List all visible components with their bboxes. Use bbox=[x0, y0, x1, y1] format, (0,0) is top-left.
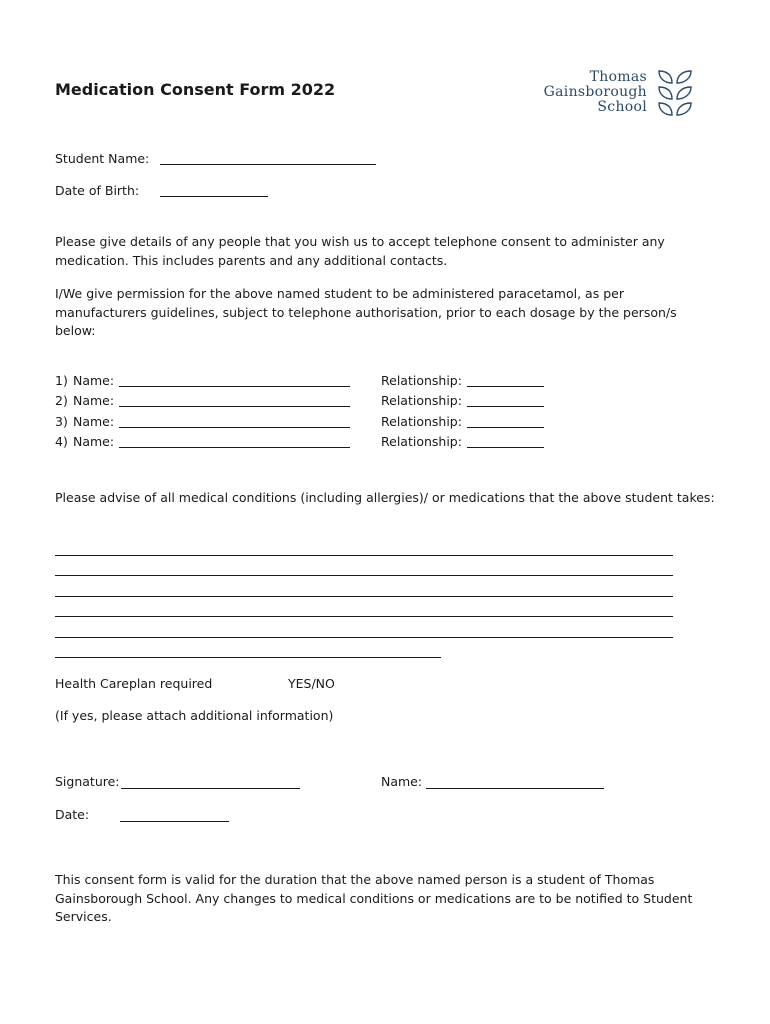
logo-line-2: Gainsborough bbox=[543, 84, 647, 100]
student-name-field[interactable] bbox=[160, 164, 376, 165]
signer-name-field[interactable] bbox=[426, 788, 604, 789]
contact-name-label: Name: bbox=[73, 373, 115, 388]
medical-line[interactable] bbox=[55, 596, 673, 597]
contact-relationship-label: Relationship: bbox=[381, 393, 462, 408]
contact-number: 3) bbox=[55, 414, 68, 429]
medical-line[interactable] bbox=[55, 657, 441, 658]
footer-paragraph: This consent form is valid for the duration that the above named person is a student of Thomas Gainsborough School. Any changes to medical conditions or medications are to be notified to Student Services. bbox=[55, 872, 693, 924]
form-title: Medication Consent Form 2022 bbox=[55, 80, 336, 99]
contact-relationship-field[interactable] bbox=[467, 386, 544, 387]
contact-name-field[interactable] bbox=[119, 386, 350, 387]
logo-line-1: Thomas bbox=[589, 69, 647, 85]
contact-number: 4) bbox=[55, 434, 68, 449]
careplan-label: Health Careplan required bbox=[55, 676, 213, 691]
contact-relationship-field[interactable] bbox=[467, 427, 544, 428]
medical-paragraph: Please advise of all medical conditions (including allergies)/ or medications that the above student takes: bbox=[55, 490, 715, 505]
contact-name-label: Name: bbox=[73, 393, 115, 408]
signer-name-label: Name: bbox=[381, 774, 423, 789]
medical-line[interactable] bbox=[55, 616, 673, 617]
contact-number: 1) bbox=[55, 373, 68, 388]
careplan-options[interactable]: YES/NO bbox=[288, 676, 335, 691]
date-label: Date: bbox=[55, 807, 90, 822]
contact-relationship-field[interactable] bbox=[467, 447, 544, 448]
contact-name-field[interactable] bbox=[119, 406, 350, 407]
intro-paragraph: Please give details of any people that you wish us to accept telephone consent to administer any medication. This includes parents and any additional contacts. bbox=[55, 234, 665, 268]
contact-relationship-field[interactable] bbox=[467, 406, 544, 407]
contact-name-label: Name: bbox=[73, 414, 115, 429]
permission-paragraph: I/We give permission for the above named student to be administered paracetamol, as per manufacturers guidelines, subject to telephone authorisation, prior to each dosage by the person/s below: bbox=[55, 286, 677, 338]
contact-number: 2) bbox=[55, 393, 68, 408]
dob-label: Date of Birth: bbox=[55, 183, 140, 198]
contact-name-field[interactable] bbox=[119, 447, 350, 448]
contact-name-field[interactable] bbox=[119, 427, 350, 428]
date-field[interactable] bbox=[120, 821, 229, 822]
medical-line[interactable] bbox=[55, 555, 673, 556]
school-logo bbox=[520, 68, 695, 118]
signature-label: Signature: bbox=[55, 774, 120, 789]
student-name-label: Student Name: bbox=[55, 151, 150, 166]
leaf-icon bbox=[655, 68, 695, 118]
dob-field[interactable] bbox=[160, 196, 268, 197]
contact-relationship-label: Relationship: bbox=[381, 373, 462, 388]
contact-name-label: Name: bbox=[73, 434, 115, 449]
medical-line[interactable] bbox=[55, 637, 673, 638]
contact-relationship-label: Relationship: bbox=[381, 434, 462, 449]
careplan-note: (If yes, please attach additional information) bbox=[55, 708, 334, 723]
signature-field[interactable] bbox=[121, 788, 300, 789]
medical-line[interactable] bbox=[55, 575, 673, 576]
contact-relationship-label: Relationship: bbox=[381, 414, 462, 429]
logo-line-3: School bbox=[597, 99, 647, 115]
